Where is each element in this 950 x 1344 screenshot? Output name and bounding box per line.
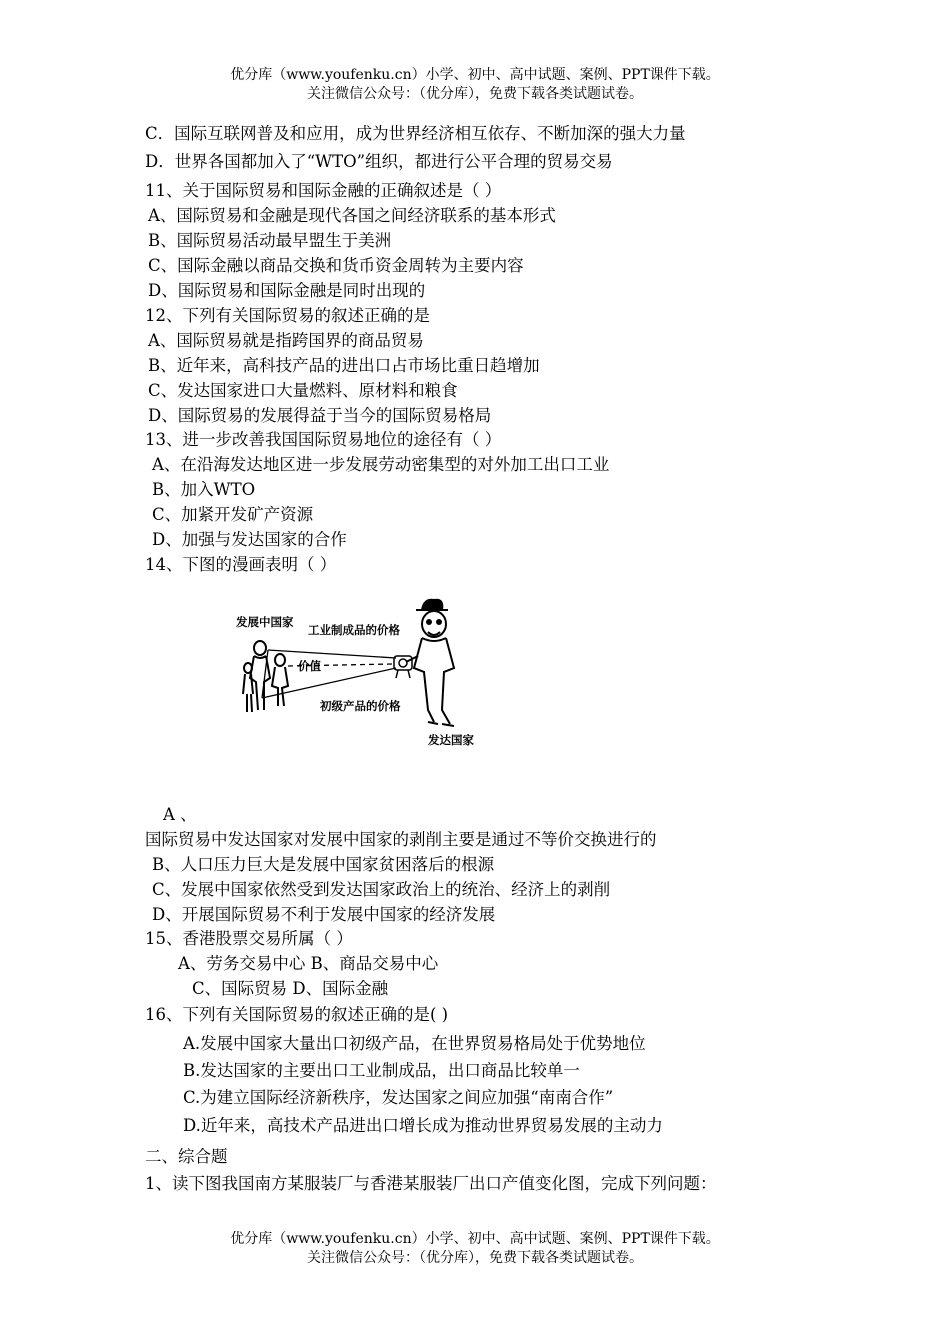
q14-option-c: C、发展中国家依然受到发达国家政治上的统治、经济上的剥削 (152, 880, 611, 899)
q14-option-d: D、开展国际贸易不利于发展中国家的经济发展 (152, 905, 496, 924)
q14-stem: 14、下图的漫画表明（ ） (145, 555, 337, 574)
q13-option-b: B、加入WTO (152, 480, 256, 499)
footer-line-2: 关注微信公众号：（优分库），免费下载各类试题试卷。 (307, 1250, 643, 1266)
q12-option-b: B、近年来，高科技产品的进出口占市场比重日趋增加 (148, 356, 540, 375)
page-header (0, 66, 950, 104)
q13-option-a: A、在沿海发达地区进一步发展劳动密集型的对外加工出口工业 (152, 455, 610, 474)
q11-option-c: C、国际金融以商品交换和货币资金周转为主要内容 (148, 256, 524, 275)
q16-option-d: D.近年来，高技术产品进出口增长成为推动世界贸易发展的主动力 (183, 1116, 663, 1135)
label-value: 价值 (298, 659, 321, 673)
q16-option-b: B.发达国家的主要出口工业制成品，出口商品比较单一 (183, 1061, 580, 1080)
q15-options-ab: A、劳务交易中心 B、商品交易中心 (178, 954, 439, 973)
header-line-1: 优分库（www.youfenku.cn）小学、初中、高中试题、案例、PPT课件下载。 (230, 67, 720, 83)
q14-cartoon (228, 598, 498, 756)
header-line-2: 关注微信公众号：（优分库），免费下载各类试题试卷。 (307, 86, 643, 102)
q11-option-b: B、国际贸易活动最早盟生于美洲 (148, 231, 392, 250)
q16-option-c: C.为建立国际经济新秩序，发达国家之间应加强“南南合作” (183, 1088, 614, 1107)
q15-options-cd: C、国际贸易 D、国际金融 (192, 979, 389, 998)
q13-option-c: C、加紧开发矿产资源 (152, 505, 314, 524)
label-primary-price: 初级产品的价格 (320, 699, 401, 713)
q12-option-d: D、国际贸易的发展得益于当今的国际贸易格局 (148, 406, 492, 425)
q16-stem: 16、下列有关国际贸易的叙述正确的是( ) (145, 1005, 449, 1024)
label-industrial-price: 工业制成品的价格 (308, 623, 400, 637)
developing-country-figures (243, 641, 288, 712)
section-2-title: 二、综合题 (145, 1147, 228, 1166)
q10-option-d: D．世界各国都加入了“WTO”组织，都进行公平合理的贸易交易 (145, 152, 613, 171)
page-footer (0, 1230, 950, 1268)
q10-option-c: C．国际互联网普及和应用，成为世界经济相互依存、不断加深的强大力量 (145, 124, 686, 143)
q15-stem: 15、香港股票交易所属（ ） (145, 929, 353, 948)
q11-stem: 11、关于国际贸易和国际金融的正确叙述是（ ） (145, 181, 502, 200)
q14-option-a: 国际贸易中发达国家对发展中国家的剥削主要是通过不等价交换进行的 (145, 830, 657, 849)
q14-option-b: B、人口压力巨大是发展中国家贫困落后的根源 (152, 855, 495, 874)
q12-option-c: C、发达国家进口大量燃料、原材料和粮食 (148, 381, 458, 400)
q16-option-a: A.发展中国家大量出口初级产品，在世界贸易格局处于优势地位 (183, 1034, 646, 1053)
developed-country-figure (406, 600, 454, 726)
footer-line-1: 优分库（www.youfenku.cn）小学、初中、高中试题、案例、PPT课件下载。 (230, 1231, 720, 1247)
q13-stem: 13、进一步改善我国国际贸易地位的途径有（ ） (145, 430, 502, 449)
q12-option-a: A、国际贸易就是指跨国界的商品贸易 (148, 331, 424, 350)
label-developed-country: 发达国家 (428, 733, 474, 747)
section-2-question-1: 1、读下图我国南方某服装厂与香港某服装厂出口产值变化图，完成下列问题： (145, 1174, 717, 1193)
label-developing-country: 发展中国家 (236, 615, 294, 629)
q11-option-d: D、国际贸易和国际金融是同时出现的 (148, 281, 426, 300)
q11-option-a: A、国际贸易和金融是现代各国之间经济联系的基本形式 (148, 206, 556, 225)
q14-option-a-letter: A 、 (163, 805, 197, 824)
q12-stem: 12、下列有关国际贸易的叙述正确的是 (145, 306, 430, 325)
q13-option-d: D、加强与发达国家的合作 (152, 530, 347, 549)
